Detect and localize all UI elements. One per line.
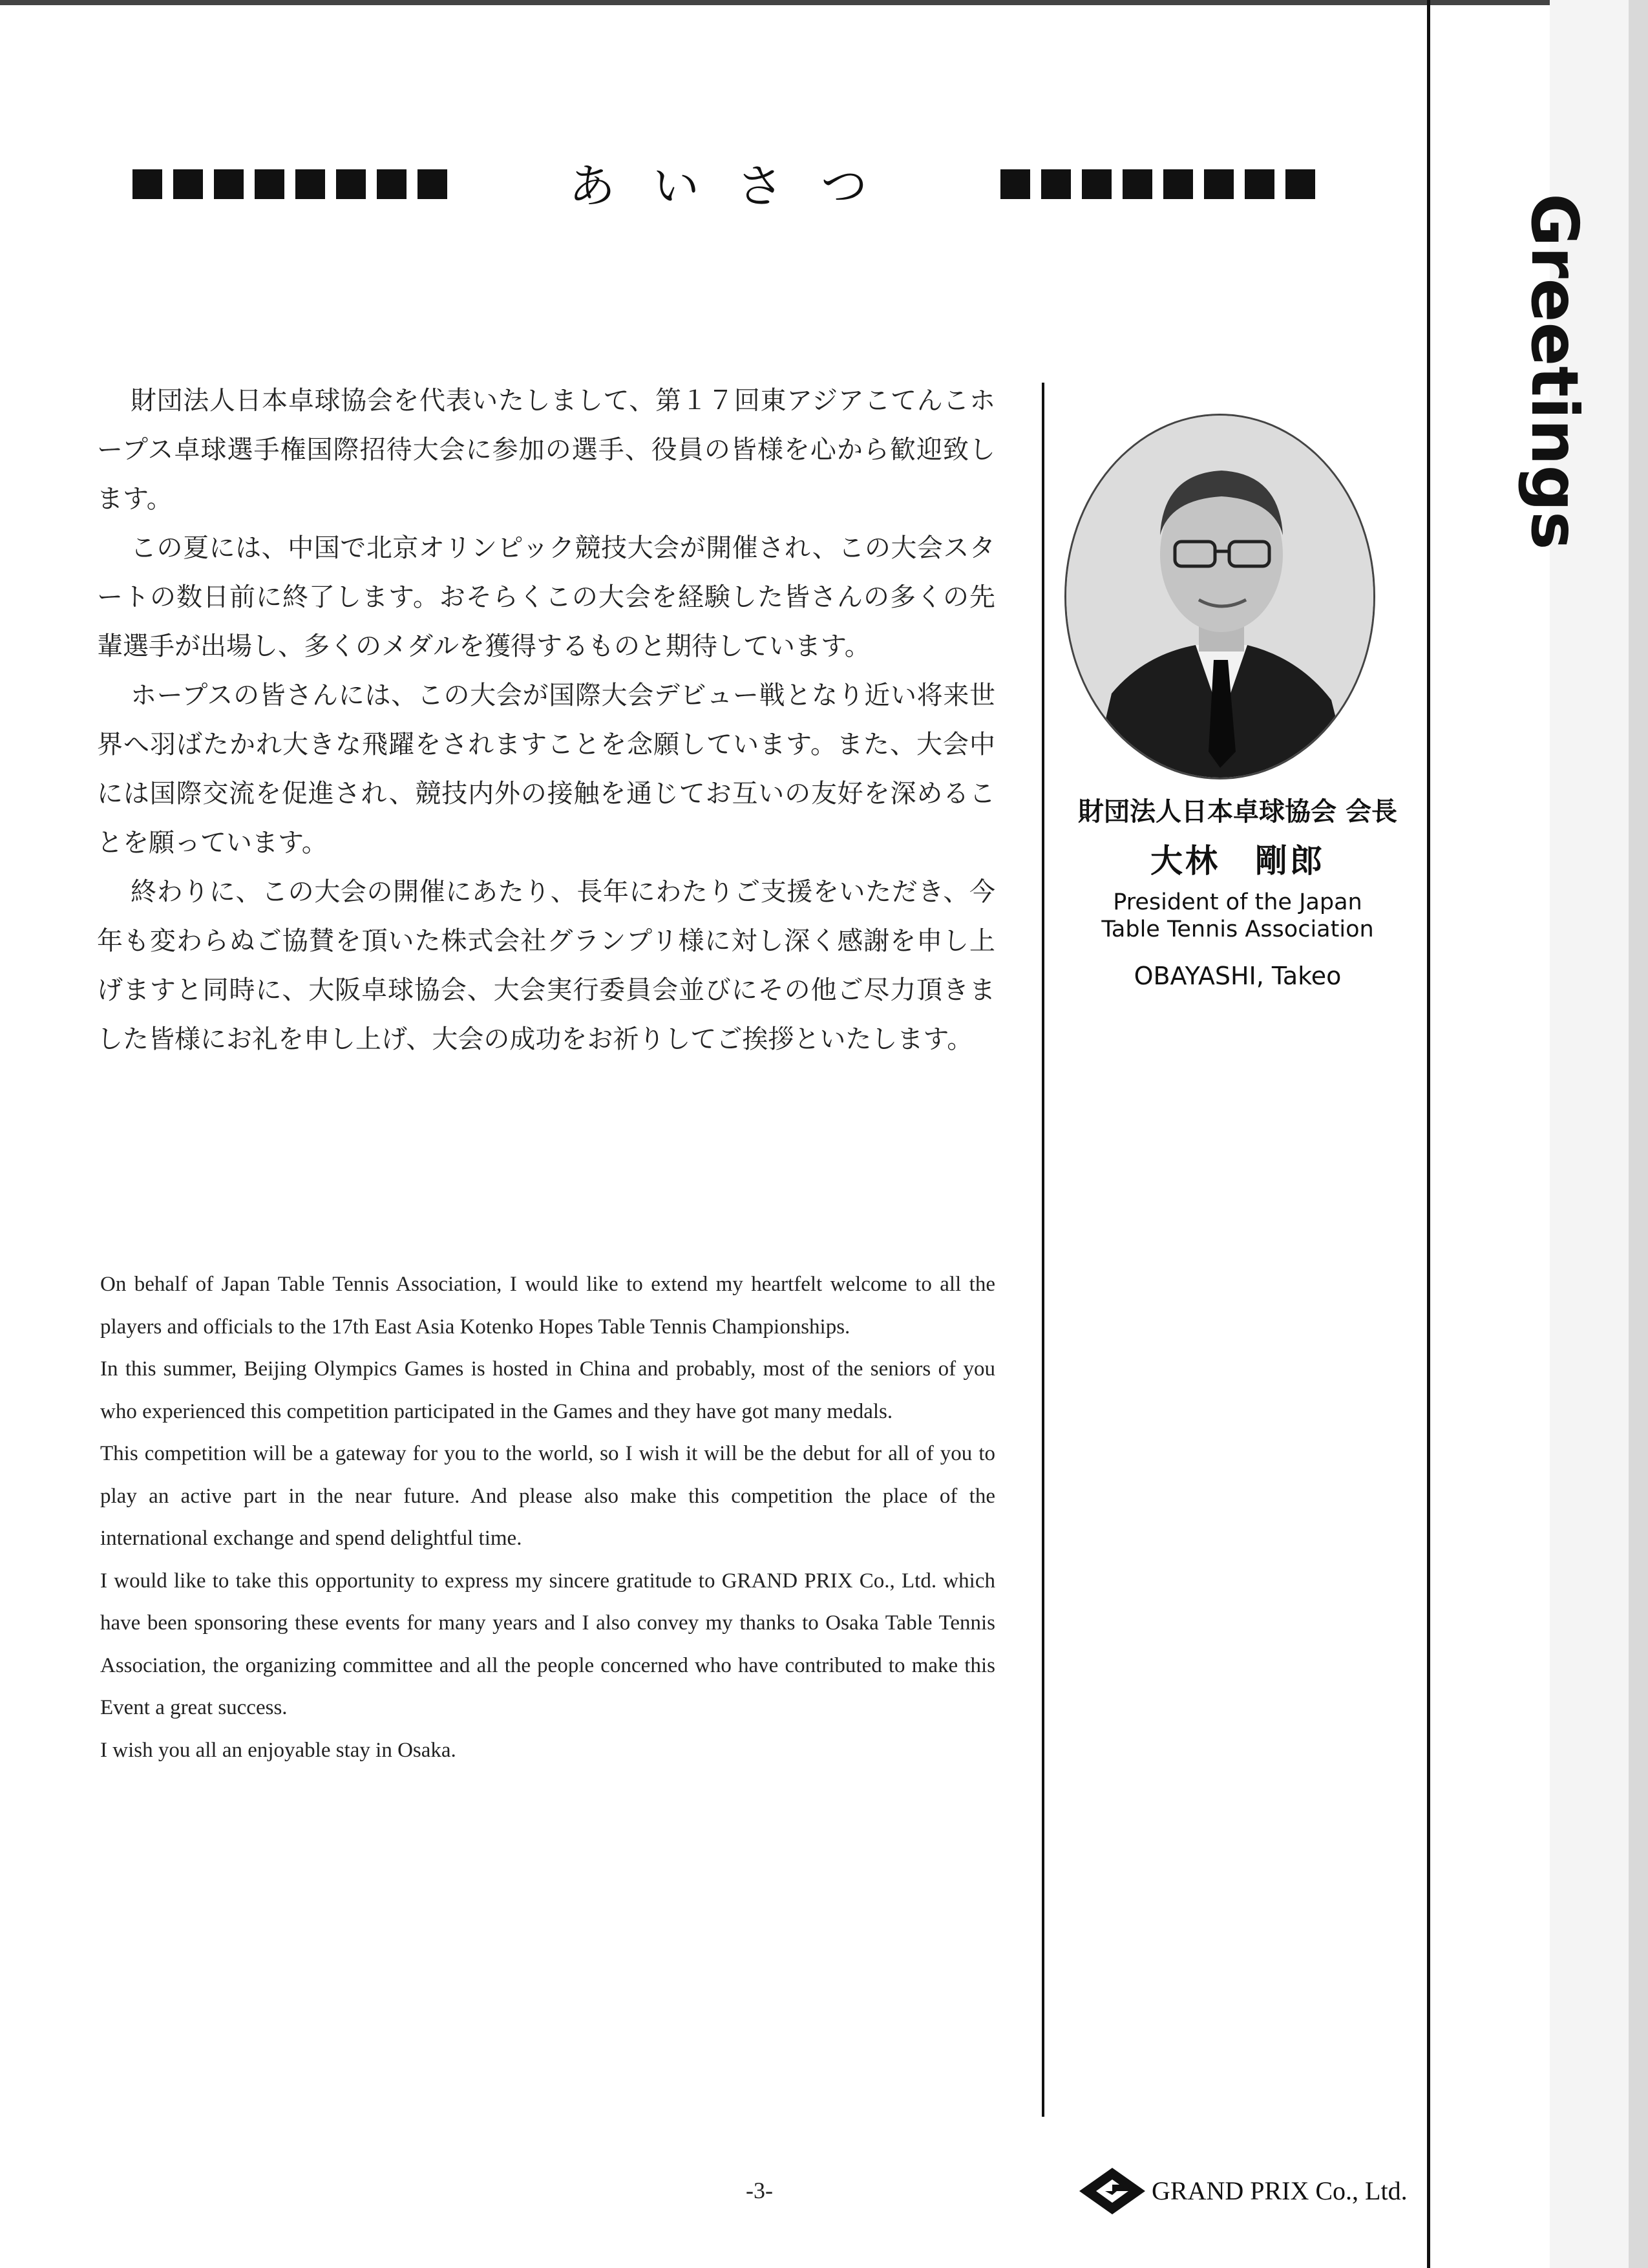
scan-edge-shadow [1629,0,1648,2268]
signature-title-en [1047,889,1428,943]
grand-prix-logo-icon [1077,2165,1148,2217]
signature-name-en: OBAYASHI, Takeo [1134,962,1342,990]
en-paragraph: I would like to take this opportunity to express my sincere gratitude to GRAND PRIX Co., Ltd. which have been sponsoring these events for many years and I also convey my thanks to Osaka Table Tennis Association, the organizing committee and all the people concerned who have contributed to make this Event a great success. [100,1569,995,1719]
english-greeting-text [100,1264,995,1772]
signature-name-jp: 大林 剛郎 [1150,842,1325,880]
en-paragraph: In this summer, Beijing Olympics Games is hosted in China and probably, most of the seniors of you who experienced this competition participated in the Games and they have got many medals. [100,1357,995,1423]
page-title: あいさつ [568,159,905,213]
en-paragraph: On behalf of Japan Table Tennis Association, I would like to extend my heartfelt welcome to all the players and officials to the 17th East Asia Kotenko Hopes Table Tennis Championships. [100,1273,995,1339]
president-portrait [1064,414,1375,779]
page-number: -3- [746,2178,773,2203]
en-paragraph: I wish you all an enjoyable stay in Osaka. [100,1738,456,1762]
signature-title-jp: 財団法人日本卓球協会 会長 [1078,797,1397,827]
jp-paragraph: 財団法人日本卓球協会を代表いたしまして、第１７回東アジアこてんこホープス卓球選手権国際招待大会に参加の選手、役員の皆様を心から歓迎致します。 [97,386,995,514]
side-title: Greetings [1517,193,1592,550]
title-decoration-right [1000,169,1326,202]
en-paragraph: This competition will be a gateway for you to the world, so I wish it will be the debut for all of you to play an active part in the near future. And please also make this competition the place of the international exchange and spend delightful time. [100,1442,995,1550]
jp-paragraph: この夏には、中国で北京オリンピック競技大会が開催され、この大会スタートの数日前に終了します。おそらくこの大会を経験した皆さんの多くの先輩選手が出場し、多くのメダルを獲得するものと期待しています。 [97,533,995,661]
signature-title-en-line1: President of the Japan [1113,889,1362,915]
top-border [0,0,1648,5]
signature-title-en-line2: Table Tennis Association [1101,917,1374,942]
jp-paragraph: ホープスの皆さんには、この大会が国際大会デビュー戦となり近い将来世界へ羽ばたかれ大きな飛躍をされますことを念願しています。また、大会中には国際交流を促進され、競技内外の接触を通じてお互いの友好を深めることを願っています。 [97,681,995,858]
japanese-greeting-text [97,376,995,1064]
title-decoration-left [132,169,458,202]
portrait-photo-icon [1066,416,1373,778]
company-name: GRAND PRIX Co., Ltd. [1152,2176,1408,2205]
column-divider-line [1042,383,1044,2117]
side-divider-line [1427,0,1430,2268]
jp-paragraph: 終わりに、この大会の開催にあたり、長年にわたりご支援をいただき、今年も変わらぬご協賛を頂いた株式会社グランプリ様に対し深く感謝を申し上げますと同時に、大阪卓球協会、大会実行委員会並びにその他ご尽力頂きました皆様にお礼を申し上げ、大会の成功をお祈りしてご挨拶といたします。 [97,877,995,1054]
